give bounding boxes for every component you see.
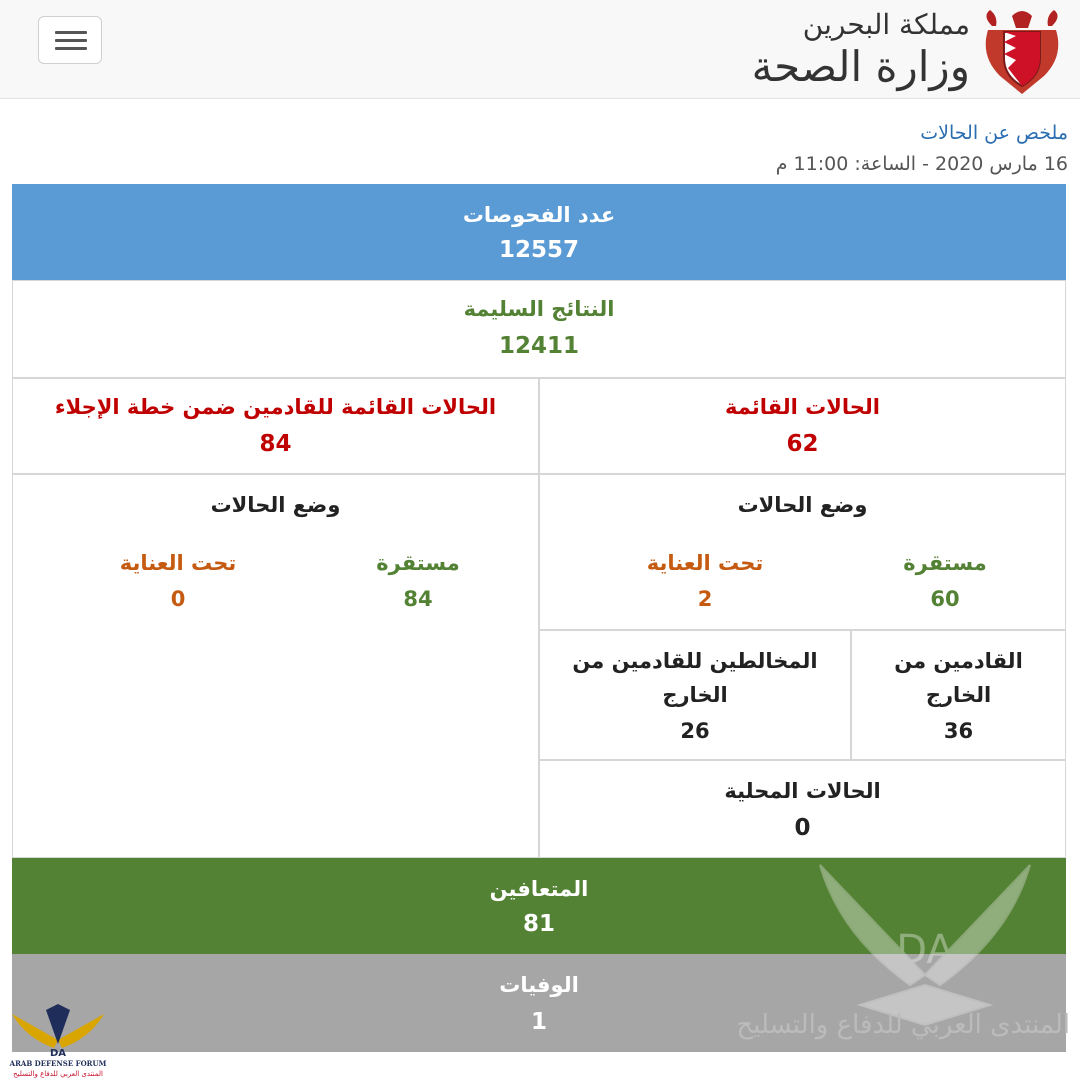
active-status-title: وضع الحالات xyxy=(737,493,868,517)
negative-results-cell xyxy=(12,280,1066,378)
tests-value: 12557 xyxy=(498,237,580,263)
contacts-cell xyxy=(539,630,851,760)
local-cases-cell xyxy=(539,760,1066,858)
evacuation-cases-cell xyxy=(12,378,539,474)
active-value: 62 xyxy=(786,431,819,457)
contacts-label-line2: الخارج xyxy=(662,683,728,707)
badge-english-text: ARAB DEFENSE FORUM xyxy=(9,1059,107,1068)
active-stable-value: 60 xyxy=(930,587,960,611)
badge-arabic-text: المنتدى العربي للدفاع والتسليح xyxy=(13,1070,103,1078)
menu-bar-icon xyxy=(55,39,87,42)
tests-cell xyxy=(12,184,1066,280)
arrivals-label-line2: الخارج xyxy=(925,683,992,707)
contacts-label-line1: المخالطين للقادمين من xyxy=(572,649,818,673)
negative-value: 12411 xyxy=(498,333,580,359)
active-stable-label: مستقرة xyxy=(903,551,987,575)
active-status-cell xyxy=(539,474,1066,630)
local-value: 0 xyxy=(794,815,811,841)
evac-care-label: تحت العناية xyxy=(119,551,237,575)
arrivals-value: 36 xyxy=(943,719,974,743)
logo-ministry-text: وزارة الصحة xyxy=(751,42,970,91)
evacuation-label: الحالات القائمة للقادمين ضمن خطة الإجلاء xyxy=(54,395,497,419)
badge-mark: DA xyxy=(49,1048,67,1059)
tests-label: عدد الفحوصات xyxy=(462,203,616,227)
active-care-value: 2 xyxy=(697,587,713,611)
local-label: الحالات المحلية xyxy=(724,779,881,803)
forum-badge-icon xyxy=(6,1000,110,1078)
recovered-value: 81 xyxy=(522,911,555,937)
evacuation-status-cell xyxy=(12,474,539,858)
active-label: الحالات القائمة xyxy=(725,395,880,419)
arrivals-cell xyxy=(851,630,1066,760)
deaths-label: الوفيات xyxy=(499,973,579,997)
contacts-value: 26 xyxy=(680,719,710,743)
evac-stable-value: 84 xyxy=(403,587,433,611)
watermark-text: المنتدى العربي للدفاع والتسليح xyxy=(736,1010,1070,1040)
arrivals-label-line1: القادمين من xyxy=(894,649,1023,673)
top-navbar xyxy=(0,0,1080,99)
summary-link[interactable]: ملخص عن الحالات xyxy=(920,122,1068,144)
report-date: 16 مارس 2020 - الساعة: 11:00 م xyxy=(775,153,1068,175)
hamburger-menu-button[interactable] xyxy=(38,16,102,64)
deaths-value: 1 xyxy=(530,1009,547,1035)
watermark-mark: DA xyxy=(896,927,954,973)
ministry-logo[interactable] xyxy=(751,6,1062,94)
evac-stable-label: مستقرة xyxy=(376,551,460,575)
evac-care-value: 0 xyxy=(170,587,186,611)
active-cases-cell xyxy=(539,378,1066,474)
menu-bar-icon xyxy=(55,31,87,34)
active-care-label: تحت العناية xyxy=(646,551,764,575)
recovered-label: المتعافين xyxy=(489,877,589,901)
logo-kingdom-text: مملكة البحرين xyxy=(802,8,970,41)
negative-label: النتائج السليمة xyxy=(463,297,615,321)
evac-status-title: وضع الحالات xyxy=(210,493,341,517)
coat-of-arms-icon xyxy=(982,6,1062,96)
evacuation-value: 84 xyxy=(259,431,292,457)
menu-bar-icon xyxy=(55,47,87,50)
